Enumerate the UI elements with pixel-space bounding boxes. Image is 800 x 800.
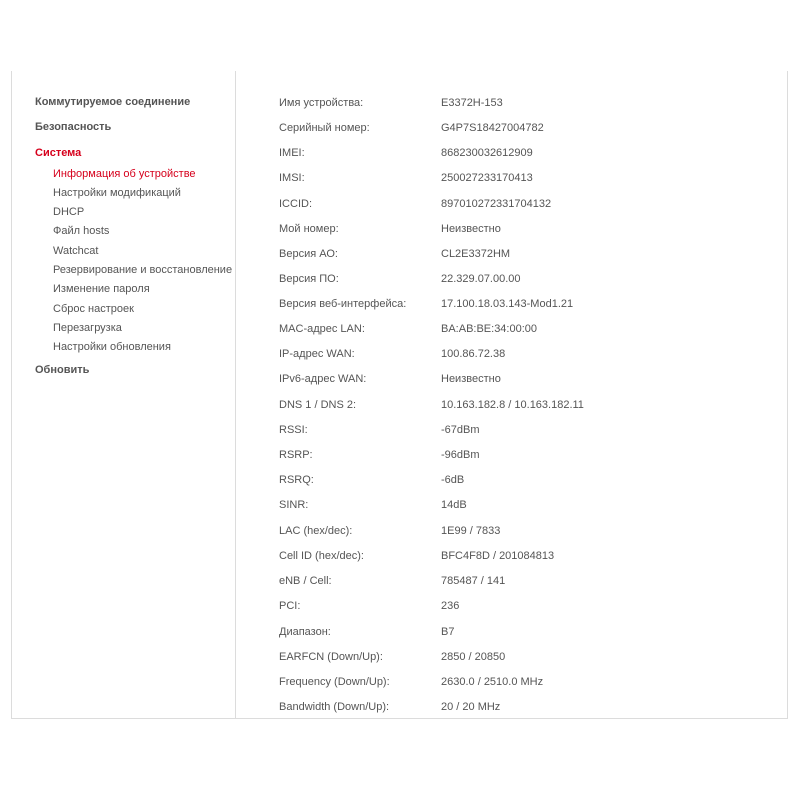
info-label: Frequency (Down/Up):: [279, 676, 390, 688]
info-value: E3372H-153: [441, 97, 503, 109]
menu-section-update[interactable]: Обновить: [35, 364, 90, 376]
info-row-my-number: [236, 223, 787, 248]
info-value: G4P7S18427004782: [441, 122, 544, 134]
info-row-lac: [236, 525, 787, 550]
info-label: SINR:: [279, 499, 309, 511]
info-row-pci: [236, 600, 787, 625]
info-row-band: [236, 626, 787, 651]
info-value: 100.86.72.38: [441, 348, 506, 360]
info-label: MAC-адрес LAN:: [279, 323, 365, 335]
info-row-enb-cell: [236, 575, 787, 600]
info-row-software-version: [236, 273, 787, 298]
info-value: Неизвестно: [441, 373, 501, 385]
menu-item-mod-settings[interactable]: Настройки модификаций: [53, 187, 181, 199]
menu-item-backup-restore[interactable]: Резервирование и восстановление: [53, 264, 233, 276]
info-row-rsrp: [236, 449, 787, 474]
menu-item-hosts-file[interactable]: Файл hosts: [53, 225, 110, 237]
info-row-bandwidth: [236, 701, 787, 726]
info-value: -96dBm: [441, 449, 480, 461]
menu-section-dialup[interactable]: Коммутируемое соединение: [35, 96, 191, 108]
info-row-device-name: [236, 97, 787, 122]
info-value: 1E99 / 7833: [441, 525, 501, 537]
info-label: DNS 1 / DNS 2:: [279, 399, 357, 411]
info-label: IPv6-адрес WAN:: [279, 373, 367, 385]
info-row-wan-ip: [236, 348, 787, 373]
info-label: RSRP:: [279, 449, 313, 461]
info-value: 10.163.182.8 / 10.163.182.11: [441, 399, 584, 411]
info-label: PCI:: [279, 600, 301, 612]
menu-item-factory-reset[interactable]: Сброс настроек: [53, 303, 134, 315]
info-row-rssi: [236, 424, 787, 449]
info-value: B7: [441, 626, 455, 638]
info-value: 2630.0 / 2510.0 MHz: [441, 676, 544, 688]
info-value: BFC4F8D / 201084813: [441, 550, 555, 562]
info-value: BA:AB:BE:34:00:00: [441, 323, 538, 335]
info-label: Версия ПО:: [279, 273, 339, 285]
info-label: LAC (hex/dec):: [279, 525, 353, 537]
menu-section-security[interactable]: Безопасность: [35, 121, 112, 133]
info-value: CL2E3372HM: [441, 248, 511, 260]
device-info-panel: [236, 71, 787, 718]
menu-item-reboot[interactable]: Перезагрузка: [53, 322, 122, 334]
info-label: Диапазон:: [279, 626, 331, 638]
info-row-wan-ipv6: [236, 373, 787, 398]
info-label: IP-адрес WAN:: [279, 348, 355, 360]
menu-item-change-password[interactable]: Изменение пароля: [53, 283, 150, 295]
info-value: 17.100.18.03.143-Mod1.21: [441, 298, 574, 310]
info-value: 250027233170413: [441, 172, 533, 184]
info-row-serial-number: [236, 122, 787, 147]
info-label: RSSI:: [279, 424, 308, 436]
menu-section-system[interactable]: Система: [35, 147, 82, 159]
menu-item-device-info[interactable]: Информация об устройстве: [53, 168, 196, 180]
info-label: EARFCN (Down/Up):: [279, 651, 383, 663]
info-row-hardware-version: [236, 248, 787, 273]
menu-item-update-settings[interactable]: Настройки обновления: [53, 341, 171, 353]
main-frame: [11, 71, 788, 719]
info-value: Неизвестно: [441, 223, 501, 235]
info-label: IMSI:: [279, 172, 305, 184]
info-value: -67dBm: [441, 424, 480, 436]
info-row-lan-mac: [236, 323, 787, 348]
info-row-sinr: [236, 499, 787, 524]
info-value: 236: [441, 600, 460, 612]
info-row-frequency: [236, 676, 787, 701]
info-label: IMEI:: [279, 147, 305, 159]
info-value: 785487 / 141: [441, 575, 506, 587]
info-label: Cell ID (hex/dec):: [279, 550, 364, 562]
info-row-cell-id: [236, 550, 787, 575]
info-value: 868230032612909: [441, 147, 533, 159]
info-label: eNB / Cell:: [279, 575, 332, 587]
info-value: 22.329.07.00.00: [441, 273, 521, 285]
info-label: Bandwidth (Down/Up):: [279, 701, 390, 713]
info-row-webui-version: [236, 298, 787, 323]
info-label: Версия веб-интерфейса:: [279, 298, 407, 310]
menu-item-watchcat[interactable]: Watchcat: [53, 245, 99, 257]
info-label: ICCID:: [279, 198, 312, 210]
info-label: Имя устройства:: [279, 97, 364, 109]
info-value: 20 / 20 MHz: [441, 701, 501, 713]
info-row-iccid: [236, 198, 787, 223]
info-label: Версия АО:: [279, 248, 338, 260]
info-value: 14dB: [441, 499, 467, 511]
info-label: Серийный номер:: [279, 122, 370, 134]
info-value: 2850 / 20850: [441, 651, 506, 663]
info-row-imei: [236, 147, 787, 172]
info-label: RSRQ:: [279, 474, 314, 486]
info-value: 897010272331704132: [441, 198, 552, 210]
menu-item-dhcp[interactable]: DHCP: [53, 206, 85, 218]
info-row-dns: [236, 399, 787, 424]
info-row-rsrq: [236, 474, 787, 499]
info-row-imsi: [236, 172, 787, 197]
info-row-earfcn: [236, 651, 787, 676]
info-label: Мой номер:: [279, 223, 339, 235]
info-value: -6dB: [441, 474, 465, 486]
sidebar-menu: [12, 71, 236, 718]
